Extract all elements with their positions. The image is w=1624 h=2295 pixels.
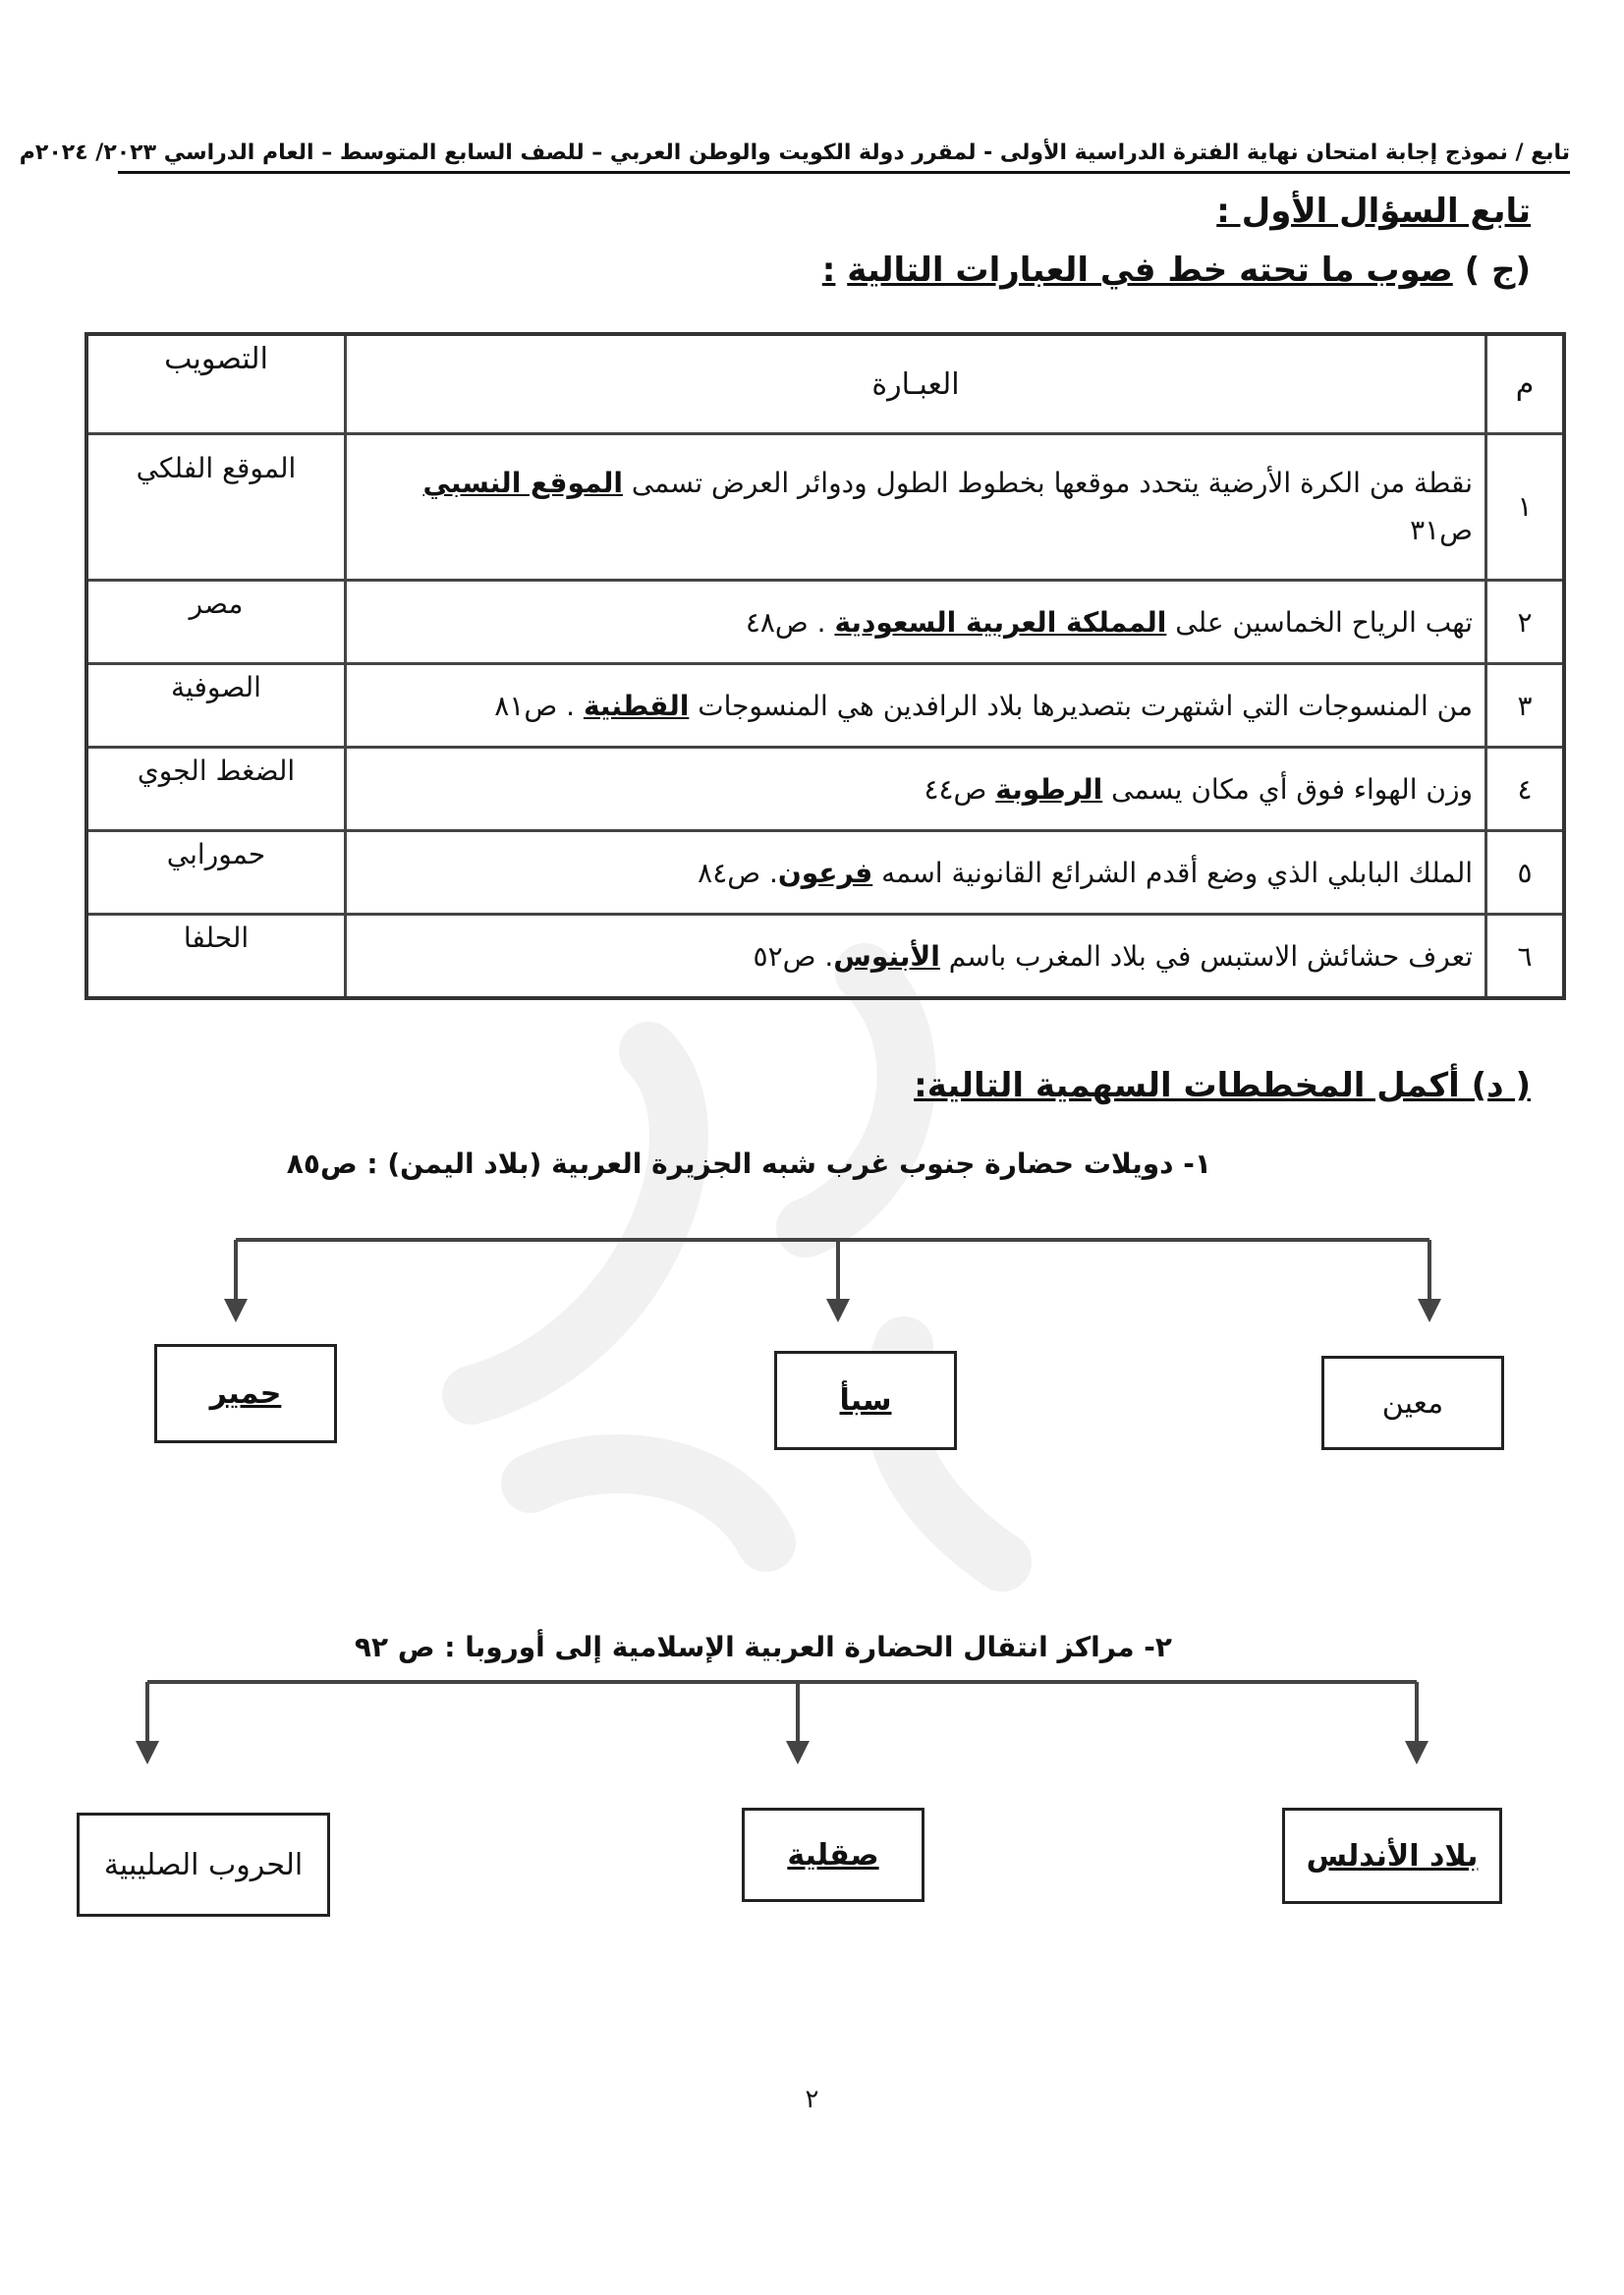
diagram2-box-label: الحروب الصليبية [103,1847,304,1882]
statement-underlined: القطنية [583,689,690,722]
diagram1-box-right [1321,1356,1504,1450]
diagram2-box-right [1282,1808,1502,1904]
arrowhead-icon [224,1299,248,1322]
row-correction: الموقع الفلكي [86,434,346,581]
page-number: ٢ [805,2085,819,2114]
statement-page-ref: ص٣١ [1410,514,1473,546]
row-num: ٥ [1486,831,1565,915]
diagram2-box-mid [742,1808,924,1902]
diagram2-box-label: بلاد الأندلس [1306,1838,1479,1874]
row-num: ٤ [1486,748,1565,831]
statement-underlined: الموقع النسبي [422,467,623,499]
arrowhead-icon [1405,1741,1428,1764]
section-d-title: ( د) أكمل المخططات السهمية التالية: [914,1066,1531,1105]
statement-page-ref: ص٤٤ [924,772,996,806]
statement-underlined: الأبنوس [833,939,940,973]
statement-page-ref: . ص٨٤ [698,856,778,889]
question-sub-prefix: (ج ) [1464,251,1531,290]
diagram2-box-left [77,1813,330,1917]
diagram2-arrowheads [136,1741,1428,1764]
row-num: ٣ [1486,664,1565,748]
row-correction: الحلفا [86,915,346,999]
header-correction: التصويب [86,334,346,434]
question-title: تابع السؤال الأول : [1216,192,1531,231]
row-correction: حمورابي [86,831,346,915]
row-correction: الصوفية [86,664,346,748]
row-num: ٦ [1486,915,1565,999]
statement-text: من المنسوجات التي اشتهرت بتصديرها بلاد الرافدين هي المنسوجات [689,689,1473,722]
row-correction: مصر [86,581,346,664]
page-header: تابع / نموذج إجابة امتحان نهاية الفترة الدراسية الأولى - لمقرر دولة الكويت والوطن العربي – للصف السابع المتوسط – العام الدراسي ٢٠٢٣/ ٢٠٢٤م [118,140,1570,174]
row-num: ١ [1486,434,1565,581]
statement-underlined: الرطوبة [995,772,1103,806]
arrowhead-icon [1418,1299,1441,1322]
row-correction: الضغط الجوي [86,748,346,831]
question-sub-text: صوب ما تحته خط في العبارات التالية [847,251,1453,290]
statement-page-ref: . ص٨١ [494,689,584,722]
statement-text: نقطة من الكرة الأرضية يتحدد موقعها بخطوط الطول ودوائر العرض تسمى [622,467,1473,499]
diagram1-connectors [236,1240,1429,1307]
statement-text: الملك البابلي الذي وضع أقدم الشرائع القانونية اسمه [872,856,1473,889]
diagram1-arrowheads [224,1299,1441,1322]
diagram2-connectors [147,1682,1417,1749]
statement-page-ref: . ص٤٨ [745,605,835,639]
diagram2-title: ٢- مراكز انتقال الحضارة العربية الإسلامية إلى أوروبا : ص ٩٢ [354,1631,1172,1663]
header-statement: العبـارة [346,334,1486,434]
arrowhead-icon [786,1741,810,1764]
statement-text: وزن الهواء فوق أي مكان يسمى [1102,772,1473,806]
statement-text: تهب الرياح الخماسين على [1166,605,1473,639]
statement-page-ref: . ص٥٢ [753,939,834,973]
arrowhead-icon [136,1741,159,1764]
statement-underlined: فرعون [777,856,873,889]
diagram1-box-label: حمير [209,1376,282,1411]
diagram1-title: ١- دويلات حضارة جنوب غرب شبه الجزيرة العربية (بلاد اليمن) : ص٨٥ [286,1148,1211,1180]
diagram2-box-label: صقلية [787,1837,879,1873]
diagram1-box-label: سبأ [839,1383,892,1418]
diagram1-box-left [154,1344,337,1443]
diagram1-box-mid [774,1351,957,1450]
arrowhead-icon [826,1299,850,1322]
question-sub-suffix: : [821,251,836,290]
row-num: ٢ [1486,581,1565,664]
statement-text: تعرف حشائش الاستبس في بلاد المغرب باسم [939,939,1473,973]
diagram1-box-label: معين [1381,1385,1444,1421]
statement-underlined: المملكة العربية السعودية [834,605,1167,639]
header-num: م [1486,334,1565,434]
